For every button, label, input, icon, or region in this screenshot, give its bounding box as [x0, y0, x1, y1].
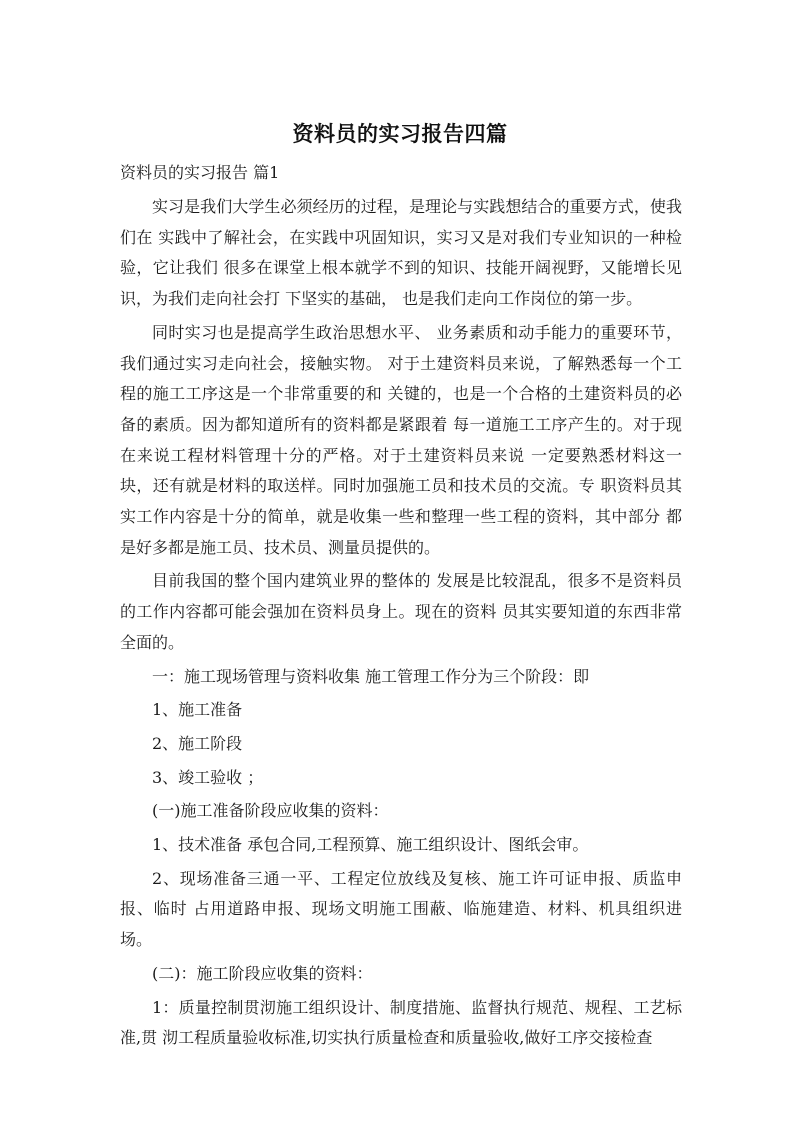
- paragraph: 一：施工现场管理与资料收集 施工管理工作分为三个阶段：即: [152, 666, 590, 686]
- list-item: 1、技术准备 承包合同,工程预算、施工组织设计、图纸会审。: [152, 835, 589, 855]
- paragraph: 目前我国的整个国内建筑业界的整体的 发展是比较混乱，很多不是资料员的工作内容都可能会强加在资料员身上。现在的资料 员其实要知道的东西非常全面的。: [120, 571, 682, 652]
- list-item: 2、现场准备三通一平、工程定位放线及复核、施工许可证申报、质监申报、临时 占用道路申报、现场文明施工围蔽、临施建造、材料、机具组织进场。: [120, 868, 682, 950]
- section-heading: (二)：施工阶段应收集的资料：: [152, 963, 373, 983]
- section-heading: (一)施工准备阶段应收集的资料：: [152, 801, 389, 821]
- list-item: 1、施工准备: [152, 700, 243, 720]
- paragraph: 同时实习也是提高学生政治思想水平、 业务素质和动手能力的重要环节，我们通过实习走向社会，接触实物。 对于土建资料员来说，了解熟悉每一个工程的施工工序这是一个非常重要的和 关键的，也是一个合格的土建资料员的必备的素质。因为都知道所有的资料都是紧跟着 每一道施工工序产生的。对于现在来说工程材料管理十分的严格。对于土建资料员来说 一定要熟悉材料这一块，还有就是材料的取送样。同时加强施工员和技术员的交流。专 职资料员其实工作内容是十分的简单，就是收集一些和整理一些工程的资料，其中部分 都是好多都是施工员、技术员、测量员提供的。: [120, 322, 682, 557]
- document-body: [120, 192, 682, 1054]
- paragraph: 实习是我们大学生必须经历的过程，是理论与实践想结合的重要方式，使我们在 实践中了解社会，在实践中巩固知识，实习又是对我们专业知识的一种检验，它让我们 很多在课堂上根本就学不到的知识、技能开阔视野，又能增长见识，为我们走向社会打 下坚实的基础， 也是我们走向工作岗位的第一步。: [120, 197, 682, 309]
- page-title: 资料员的实习报告四篇: [292, 122, 508, 146]
- list-item: 3、竣工验收 ；: [152, 767, 264, 787]
- list-item: 2、施工阶段: [152, 733, 243, 753]
- section-subtitle: 资料员的实习报告 篇1: [120, 163, 280, 182]
- list-item: 1：质量控制贯沏施工组织设计、制度措施、监督执行规范、规程、工艺标准,贯 沏工程质量验收标准,切实执行质量检查和质量验收,做好工序交接检查: [120, 997, 682, 1048]
